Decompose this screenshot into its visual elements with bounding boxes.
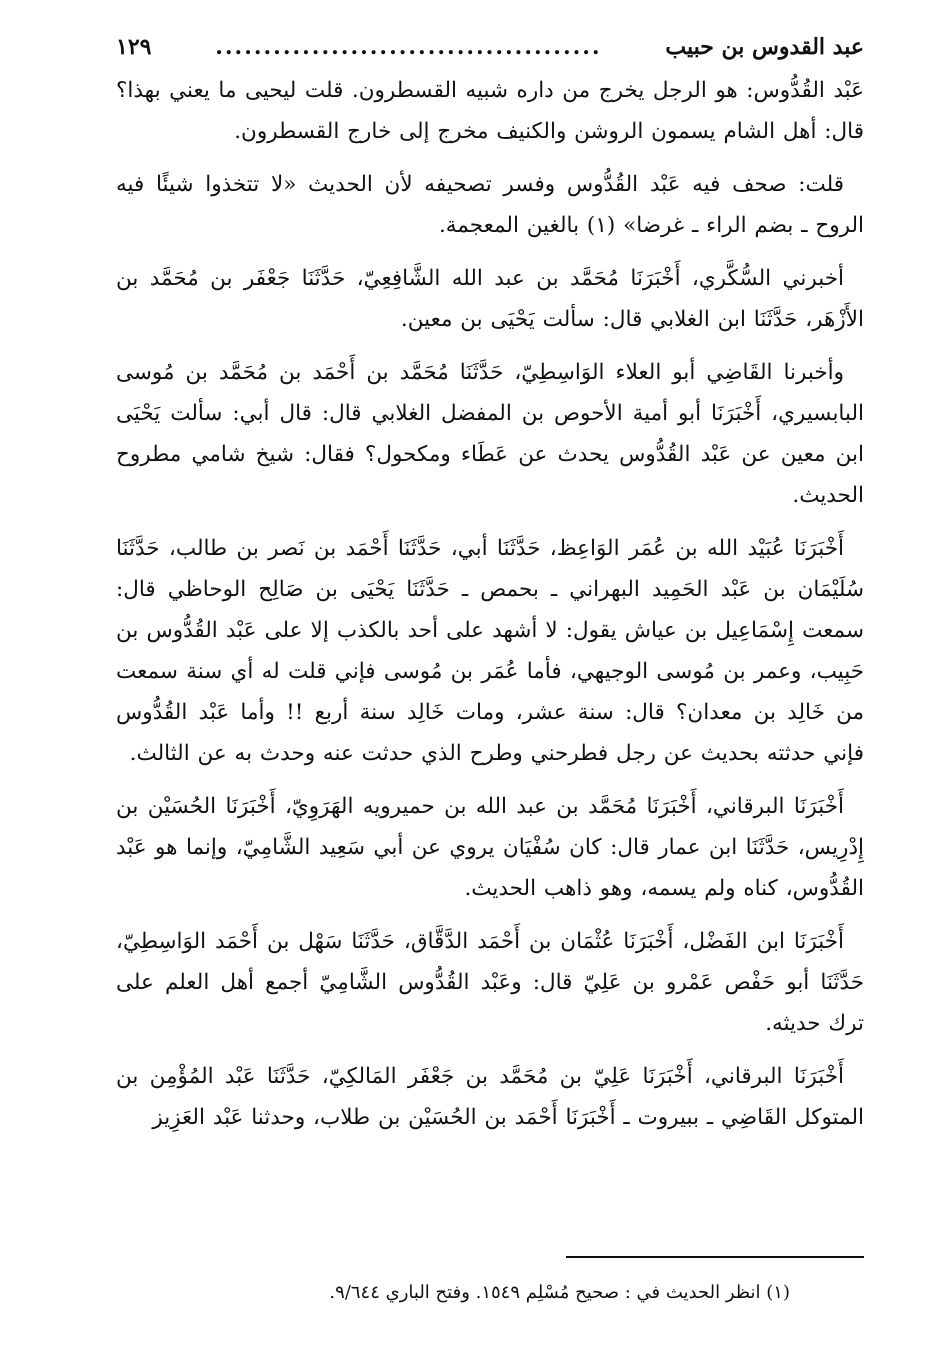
running-head xyxy=(116,30,864,66)
paragraph: أَخْبَرَنَا ابن الفَضْل، أَخْبَرَنَا عُثْمَان بن أَحْمَد الدَّقَّاق، حَدَّثَنَا سَهْل بن أَحْمَد الوَاسِطِيّ، حَدَّثَنَا أبو حَفْص عَمْرو بن عَلِيّ قال: وعَبْد القُدُّوس الشَّامِيّ أجمع أهل العلم على ترك حديثه. xyxy=(116,929,864,1036)
page-number: ١٢٩ xyxy=(116,34,152,60)
body-text xyxy=(116,70,864,1138)
paragraph: وأخبرنا القَاضِي أبو العلاء الوَاسِطِيّ، حَدَّثَنَا مُحَمَّد بن أَحْمَد بن مُحَمَّد بن مُوسى البابسيري، أَخْبَرَنَا أبو أمية الأحوص بن المفضل الغلابي قال: قال أبي: سألت يَحْيَى ابن معين عن عَبْد القُدُّوس يحدث عن عَطَاء ومكحول؟ فقال: شيخ شامي مطروح الحديث. xyxy=(116,360,864,508)
book-page xyxy=(116,30,864,1150)
paragraph: عَبْد القُدُّوس: هو الرجل يخرج من داره شبيه القسطرون. قلت ليحيى ما يعني بهذا؟ قال: أهل الشام يسمون الروشن والكنيف مخرج إلى خارج القسطرون. xyxy=(116,78,864,144)
paragraph: أَخْبَرَنَا البرقاني، أَخْبَرَنَا عَلِيّ بن مُحَمَّد بن جَعْفَر المَالكِيّ، حَدَّثَنَا عَبْد المُؤْمِن بن المتوكل القَاضِي ـ ببيروت ـ أَخْبَرَنَا أَحْمَد بن الحُسَيْن بن طلاب، وحدثنا عَبْد العَزِيز xyxy=(116,1064,864,1130)
paragraph: أخبرني السُّكَّري، أَخْبَرَنَا مُحَمَّد بن عبد الله الشَّافِعِيّ، حَدَّثَنَا جَعْفَر بن مُحَمَّد بن الأَزْهَر، حَدَّثَنَا ابن الغلابي قال: سألت يَحْيَى بن معين. xyxy=(116,266,864,332)
chapter-title: عبد القدوس بن حبيب xyxy=(665,34,864,60)
leader-dots: ........................................ xyxy=(215,34,602,60)
paragraph: قلت: صحف فيه عَبْد القُدُّوس وفسر تصحيفه لأن الحديث «لا تتخذوا شيئًا فيه الروح ـ بضم الراء ـ غرضا» (١) بالغين المعجمة. xyxy=(116,172,864,238)
paragraph: أَخْبَرَنَا البرقاني، أَخْبَرَنَا مُحَمَّد بن عبد الله بن حميرويه الهَرَوِيّ، أَخْبَرَنَا الحُسَيْن بن إِدْرِيس، حَدَّثَنَا ابن عمار قال: كان سُفْيَان يروي عن أبي سَعِيد الشَّامِيّ، وإنما هو عَبْد القُدُّوس، كناه ولم يسمه، وهو ذاهب الحديث. xyxy=(116,794,864,901)
paragraph: أَخْبَرَنَا عُبَيْد الله بن عُمَر الوَاعِظ، حَدَّثَنَا أبي، حَدَّثَنَا أَحْمَد بن نَصر بن طالب، حَدَّثَنَا سُلَيْمَان بن عَبْد الحَمِيد البهراني ـ بحمص ـ حَدَّثَنَا يَحْيَى بن صَالِح الوحاظي قال: سمعت إِسْمَاعِيل بن عياش يقول: لا أشهد على أحد بالكذب إلا على عَبْد القُدُّوس بن حَبِيب، وعمر بن مُوسى الوجيهي، فأما عُمَر بن مُوسى فإني قلت له أي سنة سمعت من خَالِد بن معدان؟ قال: سنة عشر، ومات خَالِد سنة أربع !! وأما عَبْد القُدُّوس فإني حدثته بحديث عن رجل فطرحني وطرح الذي حدثت عنه وحدث به عن الثالث. xyxy=(116,536,864,766)
footnote-divider xyxy=(566,1256,864,1258)
footnote: (١) انظر الحديث في : صحيح مُسْلِم ١٥٤٩. وفتح الباري ٩/٦٤٤. xyxy=(329,1282,790,1303)
